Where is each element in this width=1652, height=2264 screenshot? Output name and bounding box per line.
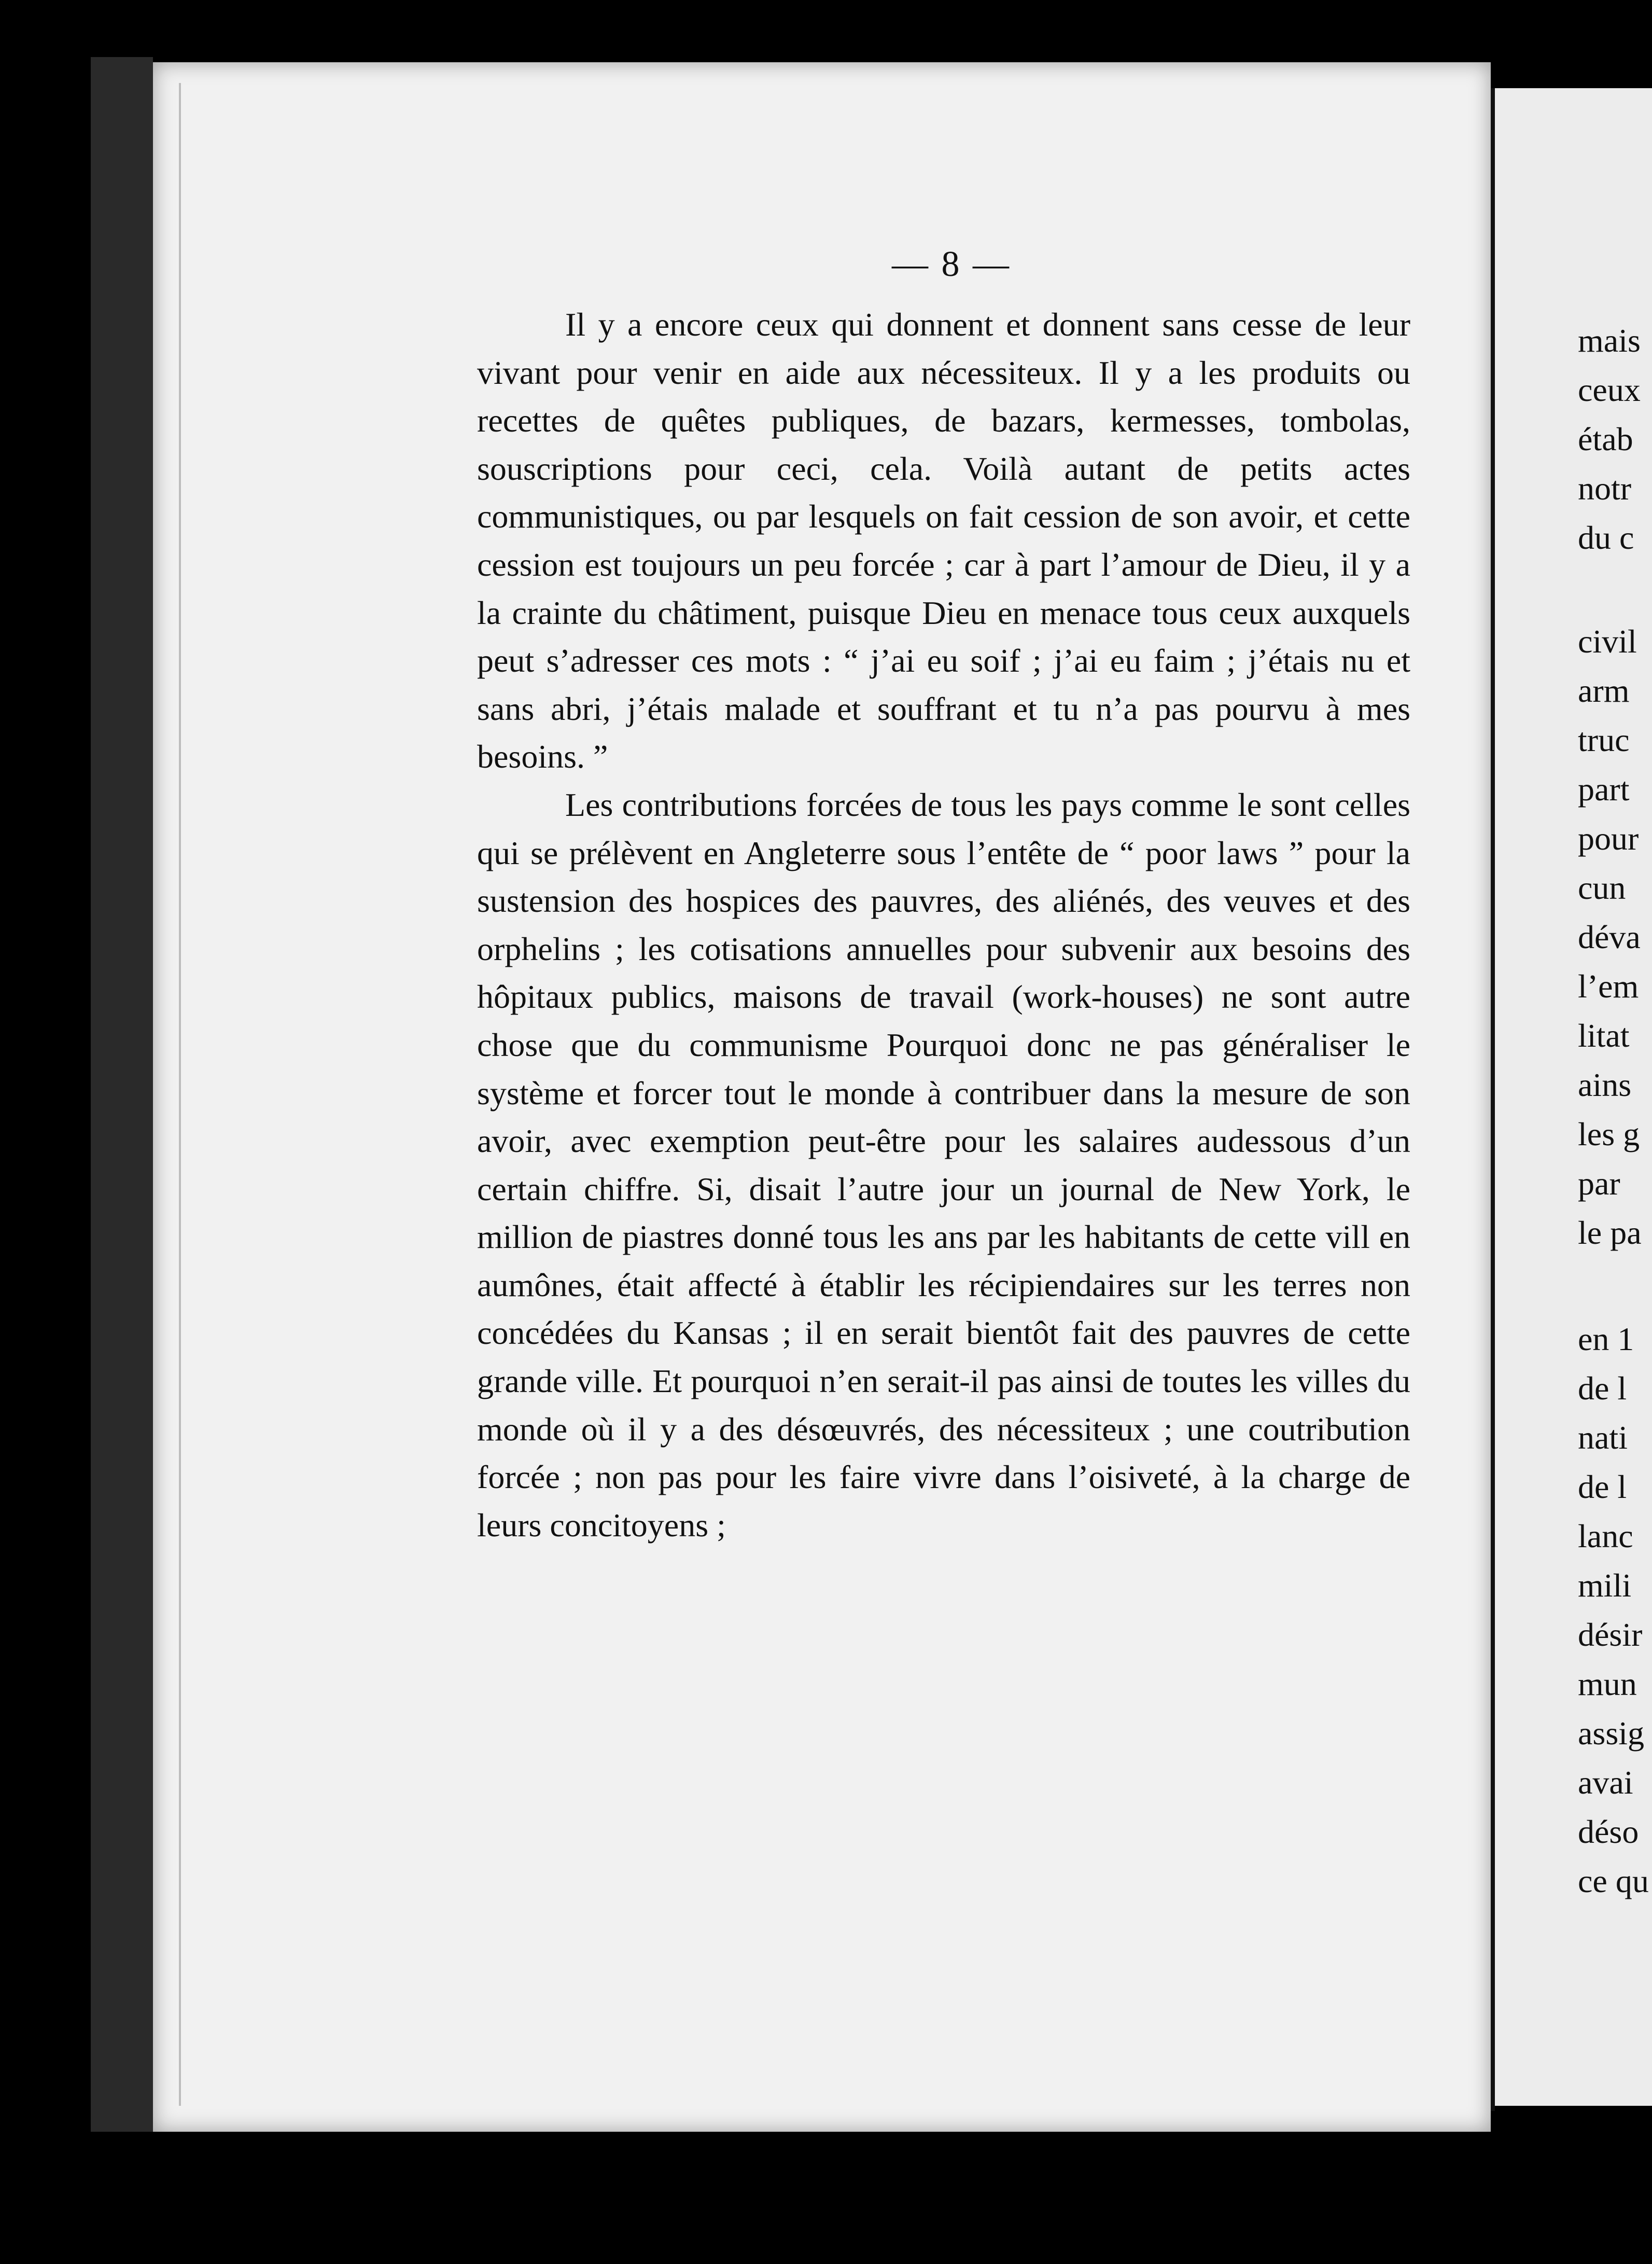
next-page-line: avai — [1578, 1764, 1633, 1801]
page-number: — 8 — — [892, 244, 1011, 284]
next-page-line: ains — [1578, 1066, 1632, 1103]
next-page-line: de l — [1578, 1370, 1627, 1407]
next-page-line: ceux — [1578, 371, 1641, 408]
next-page-line: litat — [1578, 1017, 1630, 1054]
next-page-line: déso — [1578, 1813, 1639, 1850]
paragraph-2: Les contributions forcées de tous les pays comme le sont celles qui se prélèvent en Angleterre sous l’entête de “ poor laws ” pour la sustension des hospices des pauvres, des aliénés, des veuves et des orphelins ; les cotisations annuelles pour subvenir aux besoins des hôpitaux publics, maisons de travail (work-houses) ne sont autre chose que du communisme Pourquoi donc ne pas généraliser le système et forcer tout le monde à contribuer dans la mesure de son avoir, avec exemption peut-être pour les salaires audessous d’un certain chiffre. Si, disait l’autre jour un journal de New York, le million de piastres donné tous les ans par les habitants de cette vill en aumônes, était affecté à établir les récipiendaires sur les terres non concédées du Kansas ; il en serait bientôt fait des pauvres de cette grande ville. Et pourquoi n’en serait-il pas ainsi de toutes les villes du monde où il y a des désœuvrés, des nécessiteux ; une coutribution forcée ; non pas pour les faire vivre dans l’oisiveté, à la charge de leurs concitoyens ; — [477, 786, 1410, 1544]
next-page-line: civil — [1578, 623, 1637, 660]
next-page-line: ce qu — [1578, 1863, 1649, 1899]
next-page-line: mili — [1578, 1567, 1632, 1604]
next-page-line: les g — [1578, 1116, 1640, 1152]
next-page-line: de l — [1578, 1468, 1627, 1505]
next-page-line: assig — [1578, 1715, 1644, 1752]
next-page-line: mais — [1578, 322, 1641, 359]
next-page-partial — [1495, 88, 1652, 2106]
book-gutter — [1491, 88, 1495, 2111]
paragraph-1: Il y a encore ceux qui donnent et donnent sans cesse de leur vivant pour venir en aide aux nécessiteux. Il y a les produits ou recettes de quêtes publiques, de bazars, kermesses, tombolas, souscriptions pour ceci, cela. Voilà autant de petits actes communistiques, ou par lesquels on fait cession de son avoir, et cette cession est toujours un peu forcée ; car à part l’amour de Dieu, il y a la crainte du châtiment, puisque Dieu en menace tous ceux auxquels peut s’adresser ces mots : “ j’ai eu soif ; j’ai eu faim ; j’étais nu et sans abri, j’étais malade et souffrant et tu n’a pas pourvu à mes besoins. ” — [477, 306, 1410, 775]
next-page-line: arm — [1578, 672, 1630, 709]
scan-left-border — [91, 57, 153, 2132]
next-page-line: du c — [1578, 519, 1634, 556]
next-page-line: en 1 — [1578, 1321, 1634, 1357]
next-page-line: mun — [1578, 1665, 1637, 1702]
next-page-line: l’em — [1578, 968, 1639, 1005]
next-page-line: cun — [1578, 869, 1626, 906]
next-page-line: part — [1578, 771, 1630, 808]
next-page-line: pour — [1578, 820, 1639, 857]
next-page-line: lanc — [1578, 1518, 1633, 1554]
next-page-line: nati — [1578, 1419, 1628, 1456]
next-page-line: par — [1578, 1165, 1620, 1202]
page-stack-edge — [179, 83, 181, 2106]
next-page-line: désir — [1578, 1616, 1643, 1653]
next-page-line: le pa — [1578, 1214, 1642, 1251]
next-page-line: truc — [1578, 721, 1630, 758]
next-page-line: déva — [1578, 919, 1641, 955]
next-page-line: étab — [1578, 421, 1633, 457]
next-page-line: notr — [1578, 470, 1632, 507]
body-text — [477, 301, 1410, 1549]
